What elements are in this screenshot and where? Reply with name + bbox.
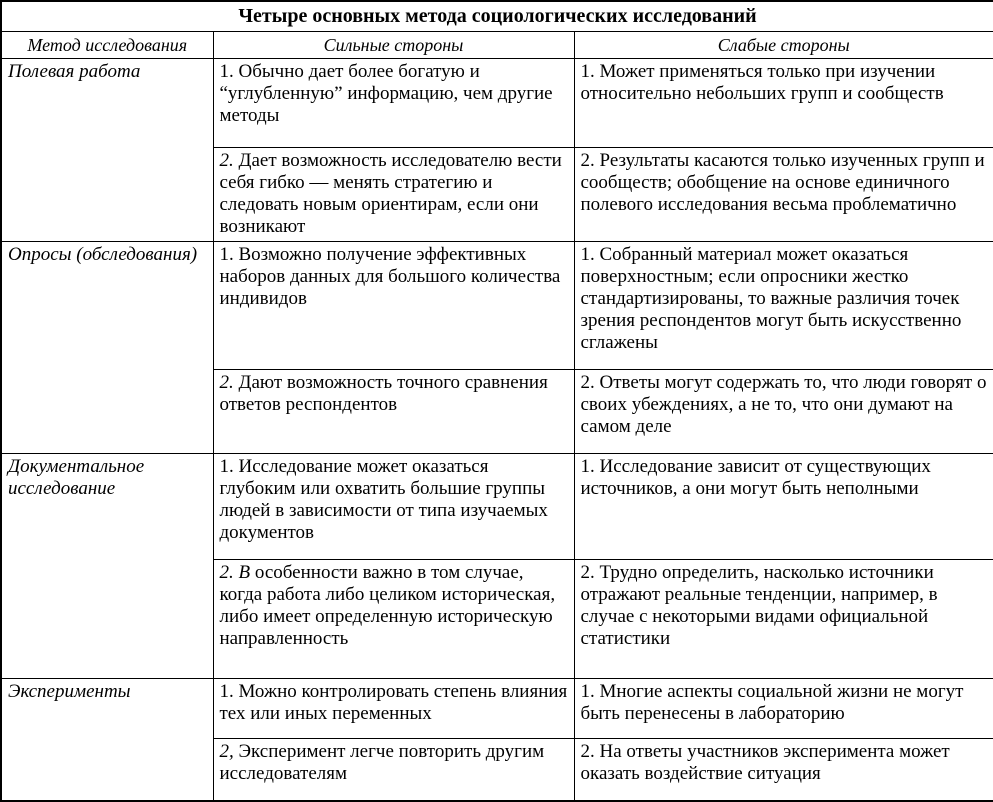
strength-cell xyxy=(213,58,574,147)
weakness-cell xyxy=(574,453,993,559)
item-text: Эксперимент легче повторить другим исследователям xyxy=(219,740,545,784)
header-weaknesses: Слабые стороны xyxy=(574,31,993,58)
item-number: 1. xyxy=(219,60,234,82)
item-text: Может применяться только при изучении относительно небольших групп и сообществ xyxy=(580,60,944,104)
item-text: особенности важно в том случае, когда работа либо целиком историческая, либо имеет определенную историческую направленность xyxy=(219,561,556,649)
weakness-cell xyxy=(574,241,993,369)
item-text: На ответы участников эксперимента может оказать воздействие ситуация xyxy=(580,740,950,784)
strength-cell xyxy=(213,369,574,453)
weakness-cell xyxy=(574,58,993,147)
strength-cell xyxy=(213,147,574,241)
strength-cell xyxy=(213,241,574,369)
weakness-cell xyxy=(574,369,993,453)
item-text: Обычно дает более богатую и “углубленную” информацию, чем другие методы xyxy=(219,60,553,126)
strength-cell xyxy=(213,559,574,678)
item-text: Исследование зависит от существующих источников, а они могут быть неполными xyxy=(580,455,931,499)
header-strengths: Сильные стороны xyxy=(213,31,574,58)
item-text: Собранный материал может оказаться поверхностным; если опросники жестко стандартизированы, то важные различия точек зрения респондентов могут быть искусственно сглажены xyxy=(580,243,962,353)
item-number: 2. xyxy=(580,561,595,583)
item-number: 1. xyxy=(219,243,234,265)
weakness-cell xyxy=(574,678,993,738)
item-number: 2. xyxy=(580,740,595,762)
item-text: Многие аспекты социальной жизни не могут быть перенесены в лабораторию xyxy=(580,680,964,724)
item-text: Трудно определить, насколько источники отражают реальные тенденции, например, в случае с некоторыми видами официальной статистики xyxy=(580,561,938,649)
strength-cell xyxy=(213,738,574,801)
item-text: Дает возможность исследователю вести себя гибко — менять стратегию и следовать новым ориентирам, если они возникают xyxy=(219,149,562,237)
weakness-cell xyxy=(574,738,993,801)
item-number: 2. xyxy=(580,149,595,171)
method-cell-experiments: Эксперименты xyxy=(1,678,213,801)
item-number: 1. xyxy=(219,455,234,477)
item-number: 2. xyxy=(219,149,234,171)
item-number: 2. xyxy=(219,371,234,393)
method-cell-documentary: Документальное исследование xyxy=(1,453,213,678)
table-title: Четыре основных метода социологических исследований xyxy=(1,1,993,31)
item-number: 2, xyxy=(219,740,234,762)
item-number: 1. xyxy=(580,680,595,702)
item-text: Исследование может оказаться глубоким или охватить большие группы людей в зависимости от типа изучаемых документов xyxy=(219,455,548,543)
header-method: Метод исследования xyxy=(1,31,213,58)
item-number: 1. xyxy=(580,60,595,82)
item-text: Можно контролировать степень влияния тех или иных переменных xyxy=(219,680,568,724)
method-cell-field-work: Полевая работа xyxy=(1,58,213,241)
item-number: 1. xyxy=(219,680,234,702)
item-number: 1. xyxy=(580,243,595,265)
strength-cell xyxy=(213,678,574,738)
item-number: 1. xyxy=(580,455,595,477)
strength-cell xyxy=(213,453,574,559)
weakness-cell xyxy=(574,559,993,678)
weakness-cell xyxy=(574,147,993,241)
item-text: Дают возможность точного сравнения ответов респондентов xyxy=(219,371,548,415)
item-number: 2. xyxy=(580,371,595,393)
item-number: 2. В xyxy=(219,561,251,583)
item-text: Ответы могут содержать то, что люди говорят о своих убеждениях, а не то, что они думают на самом деле xyxy=(580,371,987,437)
item-text: Результаты касаются только изученных групп и сообществ; обобщение на основе единичного полевого исследования весьма проблематично xyxy=(580,149,985,215)
item-text: Возможно получение эффективных наборов данных для большого количества индивидов xyxy=(219,243,561,309)
method-cell-surveys: Опросы (обследования) xyxy=(1,241,213,453)
